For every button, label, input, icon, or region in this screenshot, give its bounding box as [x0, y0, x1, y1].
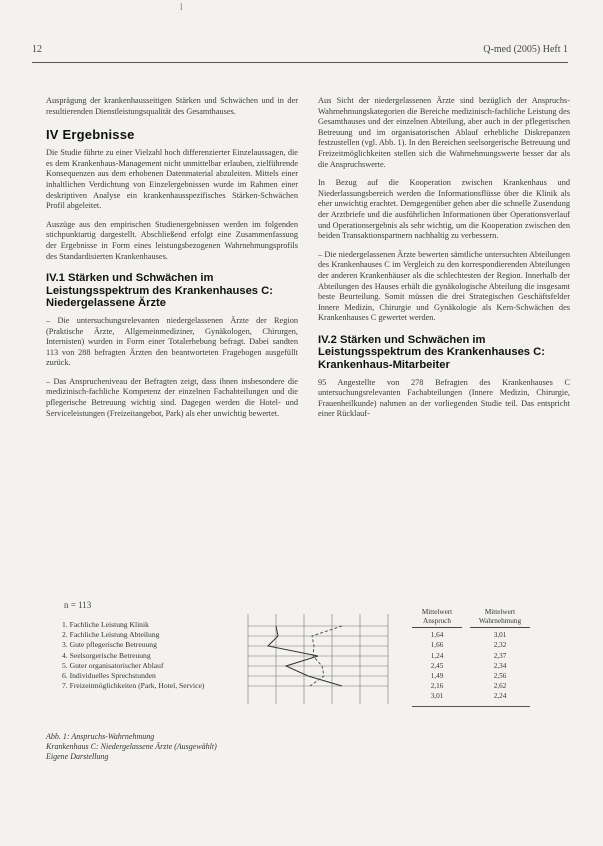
section-heading-ergebnisse: IV Ergebnisse	[46, 127, 135, 143]
value-cell: 2,24	[493, 692, 507, 701]
value-cell: 1,24	[430, 651, 444, 660]
value-cell: 2,45	[430, 661, 444, 670]
column-header-anspruch: Mittelwert Anspruch	[412, 608, 462, 628]
value-cell: 1,66	[430, 641, 444, 650]
figure-item: 4. Seelsorgerische Betreuung	[62, 650, 151, 660]
figure-anspruch-wahrnehmung	[46, 598, 566, 718]
right-paragraph-4: 95 Angestellte von 278 Befragten des Krankenhauses C untersuchungsrelevanten Fachabteilungen (Innere Medizin, Chirurgie, Frauenheilkunde) nahmen an der vorliegenden Studie teil. Das entspricht einer Rücklauf-	[318, 377, 570, 419]
results-paragraph-2: Auszüge aus den empirischen Studienergebnissen werden im folgenden stichpunktartig dargestellt. Abschließend erfolgt eine Zusammenfassung der Ergebnisse in Form eines leistungsbezogenen Wahrnehmungsprofils des Standardisierten Krankenhauses.	[46, 219, 298, 261]
page-number: 12	[32, 44, 42, 55]
scan-mark: l	[180, 2, 183, 12]
value-cell: 3,01	[430, 692, 444, 701]
bullet-paragraph-2: – Das Ansprucheniveau der Befragten zeigt, dass ihnen insbesondere die medizinisch-fachliche Kompetenz der einzelnen Fachabteilungen und die pflegerische Betreuung wichtig sind. Dagegen werden die Hotel- und Serviceleistungen (Freizeitangebot, Park) als eher unwichtig bewertet.	[46, 376, 298, 418]
value-cell: 2,37	[493, 651, 507, 660]
value-cell: 2,32	[493, 641, 507, 650]
right-paragraph-3: – Die niedergelassenen Ärzte bewerten sämtliche untersuchten Abteilungen des Krankenhauses C im Vergleich zu den korrespondierenden Abteilungen der anderen Krankenhäuser als die schlechtesten der Region. Innerhalb der Abteilungen des Hauses erhält die gynäkologische Abteilung die insgesamt beste Beurteilung. Somit müssen die drei Strategischen Geschäftsfelder Innere Medizin, Chirurgie und Gynäkologie als Kern-Schwächen des Krankenhauses C gewertet werden.	[318, 249, 570, 323]
caption-line-1: Abb. 1: Anspruchs-Wahrnehmung	[46, 732, 155, 741]
figure-bottom-rule	[412, 706, 530, 707]
value-cell: 1,49	[430, 672, 444, 680]
value-cell: 1,64	[430, 631, 444, 640]
header-rule	[32, 62, 568, 63]
figure-item: 5. Guter organisatorischer Ablauf	[62, 660, 164, 670]
profile-grid	[248, 614, 388, 704]
right-paragraph-2: In Bezug auf die Kooperation zwischen Krankenhaus und Niederlassungsbereich werden die Informationsflüsse über die Klinik als eher unwichtig erachtet. Demgegenüber gehen aber die schnelle Zusendung der Arztbriefe und die ausführlichen Informationen über Operationsverlauf und Operationsergebnis als sehr wichtig, um die Kooperation zwischen den beiden Transaktionspartnern nachhaltig zu verbessern.	[318, 178, 570, 241]
subsection-heading-iv2: IV.2 Stärken und Schwächen im Leistungsspektrum des Krankenhauses C: Krankenhaus-Mitarbeiter	[318, 333, 545, 372]
caption-line-3: Eigene Darstellung	[46, 752, 109, 761]
value-cell: 2,56	[493, 672, 507, 680]
bullet-paragraph-1: – Die untersuchungsrelevanten niedergelassenen Ärzte der Region (Praktische Ärzte, Allgemeinmediziner, Gynäkologen, Chirurgen, Internisten) wurden in Form einer Totalerhebung befragt. Dabei sandten 113 von 288 befragten Ärzten den beantworteten Fragebogen ausgefüllt zurück.	[46, 315, 298, 368]
right-column	[318, 96, 570, 428]
figure-caption	[46, 732, 217, 762]
figure-item: 6. Individuelles Sprechstunden	[62, 671, 156, 681]
right-paragraph-1: Aus Sicht der niedergelassenen Ärzte sind bezüglich der Anspruchs-Wahrnehmungskategorien die Bereiche medizinisch-fachliche Leistung des Gesamthauses und der einzelnen Abteilung, aber auch in der pflegerischen Betreuung und im organisatorischen Ablauf erhebliche Diskrepanzen festzustellen (vgl. Abb. 1). In den Bereichen seelsorgerische Betreuung und Freizeitmöglichkeiten stellen sich die Wahrnehmungswerte besser dar als die Anspruchswerte.	[318, 96, 570, 169]
value-cell: 3,01	[493, 631, 507, 640]
figure-item: 2. Fachliche Leistung Abteilung	[62, 630, 160, 640]
subsection-heading-iv1: IV.1 Stärken und Schwächen im Leistungsspektrum des Krankenhauses C: Niedergelassene Ärzte	[46, 272, 273, 310]
figure-sample-size: n = 113	[64, 600, 92, 610]
results-paragraph-1: Die Studie führte zu einer Vielzahl hoch differenzierter Einzelaussagen, die es dem Krankenhaus-Management nicht unmittelbar erlauben, zielführende Konsequenzen aus dem erhobenen Datenmaterial abzuleiten. Mittels einer inhaltlichen Verdichtung von Einzelergebnissen wurde im Rahmen einer deskriptiven Analyse ein krankenhausspezifisches Stärken-Schwächen Profil abgeleitet.	[46, 148, 298, 211]
figure-item: 3. Gute pflegerische Betreuung	[62, 640, 157, 650]
value-cell: 2,16	[430, 682, 444, 691]
column-header-wahrnehmung: Mittelwert Wahrnehmung	[470, 608, 530, 628]
value-cell: 2,62	[493, 682, 507, 691]
left-column	[46, 96, 298, 427]
column-mittelwert-anspruch	[412, 608, 462, 702]
running-header	[32, 44, 568, 58]
value-cell: 2,34	[493, 661, 507, 670]
profile-chart	[238, 612, 408, 708]
intro-paragraph: Ausprägung der krankenhausseitigen Stärken und Schwächen und in der resultierenden Dienstleistungsqualität des Gesamthauses.	[46, 96, 298, 116]
caption-line-2: Krankenhaus C: Niedergelassene Ärzte (Ausgewählt)	[46, 742, 217, 751]
figure-item: 7. Freizeitmöglichkeiten (Park, Hotel, Service)	[62, 681, 205, 691]
column-mittelwert-wahrnehmung	[470, 608, 530, 702]
journal-title: Q-med (2005) Heft 1	[483, 44, 568, 55]
figure-item: 1. Fachliche Leistung Klinik	[62, 620, 149, 629]
